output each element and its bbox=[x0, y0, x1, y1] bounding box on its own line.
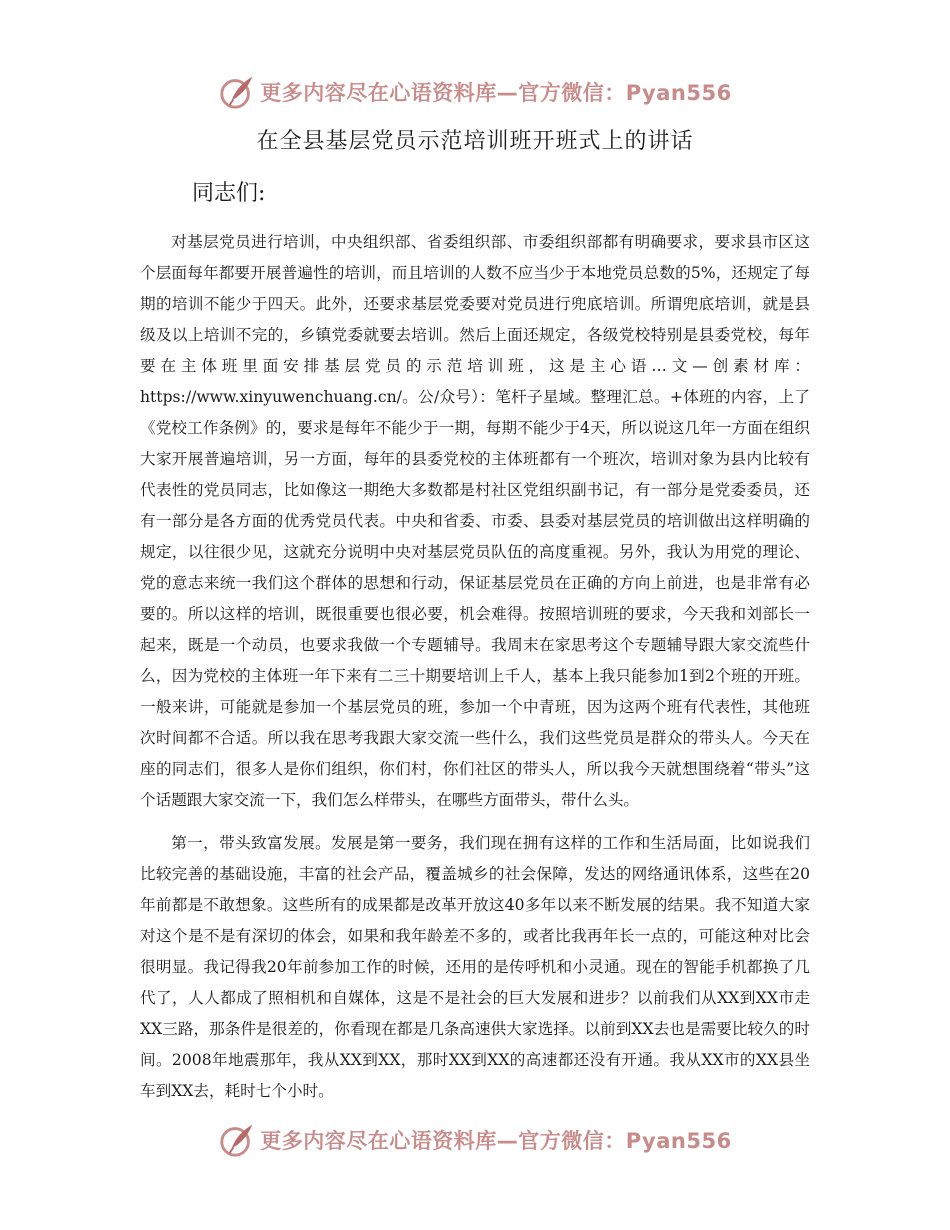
document-title: 在全县基层党员示范培训班开班式上的讲话 bbox=[256, 129, 694, 154]
footer-banner bbox=[0, 1120, 950, 1160]
body-paragraph: 对基层党员进行培训，中央组织部、省委组织部、市委组织部都有明确要求，要求县市区这个层面每年都要开展普遍性的培训，而且培训的人数不应当少于本地党员总数的5%，还规定了每期的培训不能少于四天。此外，还要求基层党委要对党员进行兜底培训。所谓兜底培训，就是县级及以上培训不完的，乡镇党委就要去培训。然后上面还规定，各级党校特别是县委党校，每年要在主体班里面安排基层党员的示范培训班，这是主心语…文—创素材库：https://www.xinyuwenchuang.cn/。公/众号）：笔杆子星域。整理汇总。+体班的内容，上了《党校工作条例》的，要求是每年不能少于一期，每期不能少于4天，所以说这几年一方面在组织大家开展普遍培训，另一方面，每年的县委党校的主体班都有一个班次，培训对象为县内比较有代表性的党员同志，比如像这一期绝大多数都是村社区党组织副书记，有一部分是党委委员，还有一部分是各方面的优秀党员代表。中央和省委、市委、县委对基层党员的培训做出这样明确的规定，以往很少见，这就充分说明中央对基层党员队伍的高度重视。另外，我认为用党的理论、党的意志来统一我们这个群体的思想和行动，保证基层党员在正确的方向上前进，也是非常有必要的。所以这样的培训，既很重要也很必要，机会难得。按照培训班的要求，今天我和刘部长一起来，既是一个动员，也要求我做一个专题辅导。我周末在家思考这个专题辅导跟大家交流些什么，因为党校的主体班一年下来有二三十期要培训上千人，基本上我只能参加1到2个班的开班。一般来讲，可能就是参加一个基层党员的班，参加一个中青班，因为这两个班有代表性，其他班次时间都不合适。所以我在思考我跟大家交流一些什么，我们这些党员是群众的带头人。今天在座的同志们，很多人是你们组织，你们村，你们社区的带头人，所以我今天就想围绕着“带头”这个话题跟大家交流一下，我们怎么样带头，在哪些方面带头，带什么头。 bbox=[140, 233, 810, 809]
feather-pen-logo-icon bbox=[218, 73, 256, 111]
feather-pen-logo-icon bbox=[218, 1121, 256, 1159]
footer-banner-text: 更多内容尽在心语资料库—官方微信：Pyan556 bbox=[260, 1129, 732, 1153]
document-body bbox=[140, 227, 810, 1107]
header-banner bbox=[0, 72, 950, 112]
salutation: 同志们: bbox=[192, 181, 266, 206]
body-paragraph: 第一，带头致富发展。发展是第一要务，我们现在拥有这样的工作和生活局面，比如说我们比较完善的基础设施，丰富的社会产品，覆盖城乡的社会保障，发达的网络通讯体系，这些在20年前都是不敢想象。这些所有的成果都是改革开放这40多年以来不断发展的结果。我不知道大家对这个是不是有深切的体会，如果和我年龄差不多的，或者比我再年长一点的，可能这种对比会很明显。我记得我20年前参加工作的时候，还用的是传呼机和小灵通。现在的智能手机都换了几代了，人人都成了照相机和自媒体，这是不是社会的巨大发展和进步？以前我们从XX到XX市走XX三路，那条件是很差的，你看现在都是几条高速供大家选择。以前到XX去也是需要比较久的时间。2008年地震那年，我从XX到XX，那时XX到XX的高速都还没有开通。我从XX市的XX县坐车到XX去，耗时七个小时。 bbox=[140, 834, 810, 1100]
header-banner-text: 更多内容尽在心语资料库—官方微信：Pyan556 bbox=[260, 81, 732, 105]
